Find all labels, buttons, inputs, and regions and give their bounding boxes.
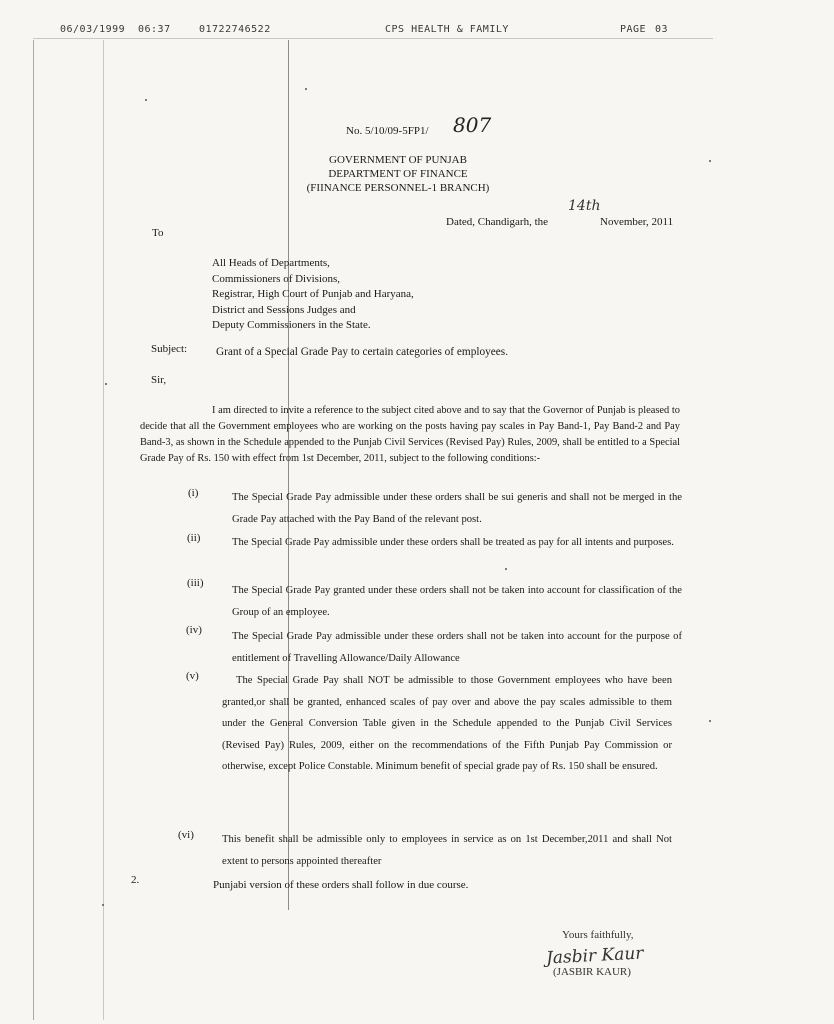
condition-text: This benefit shall be admissible only to employees in service as on 1st December,2011 and shall Not extent to persons appointed thereafter: [222, 834, 672, 867]
scan-speck: [709, 160, 711, 162]
scan-speck: [145, 99, 147, 101]
letter-number-handwritten: 807: [453, 113, 492, 137]
condition-number: (iii): [187, 577, 204, 589]
subject-label: Subject:: [151, 343, 188, 355]
condition-text: The Special Grade Pay granted under these orders shall not be taken into account for classification of the Group of an employee.: [232, 585, 682, 618]
recipient-line: Deputy Commissioners in the State.: [212, 319, 371, 331]
scan-speck: [505, 568, 507, 570]
dated-prefix: Dated, Chandigarh, the: [446, 216, 549, 228]
para2-text: Punjabi version of these orders shall follow in due course.: [213, 879, 469, 891]
recipient-list: [212, 256, 414, 334]
fax-date: 06/03/1999: [60, 24, 126, 35]
condition-number: (iv): [186, 624, 202, 636]
fax-sender: CPS HEALTH & FAMILY: [385, 24, 509, 35]
to-label: To: [152, 227, 164, 239]
scan-speck: [102, 904, 104, 906]
subject-text: Grant of a Special Grade Pay to certain categories of employees.: [216, 346, 509, 358]
condition-text: The Special Grade Pay admissible under these orders shall be sui generis and shall not be merged in the Grade Pay attached with the Pay Band of the relevant post.: [232, 492, 682, 525]
header-government: GOVERNMENT OF PUNJAB: [329, 154, 467, 166]
scan-edge-line: [33, 40, 34, 1020]
header-department: DEPARTMENT OF FINANCE: [328, 168, 468, 180]
scan-speck: [105, 383, 107, 385]
header-branch: (FIINANCE PERSONNEL-1 BRANCH): [306, 182, 490, 194]
fax-phone: 01722746522: [199, 24, 271, 35]
condition-text: The Special Grade Pay admissible under these orders shall be treated as pay for all intents and purposes.: [232, 537, 674, 548]
signatory-name: (JASBIR KAUR): [553, 966, 631, 978]
letter-number: No. 5/10/09-5FP1/: [346, 125, 429, 137]
condition-number: (vi): [178, 829, 194, 841]
fax-time: 06:37: [138, 24, 171, 35]
dated-suffix: November, 2011: [600, 216, 674, 228]
condition-number: (ii): [187, 532, 201, 544]
body-paragraph: I am directed to invite a reference to the subject cited above and to say that the Governor of Punjab is pleased to decide that all the Government employees who are working on the posts having pay scales in Pay Band-1, Pay Band-2 and Pay Band-3, as shown in the Schedule appended to the Punjab Civil Services (Revised Pay) Rules, 2009, shall be entitled to a Special Grade Pay of Rs. 150 with effect from 1st December, 2011, subject to the following conditions:-: [140, 405, 680, 464]
fax-page-label: PAGE: [620, 24, 647, 35]
recipient-line: District and Sessions Judges and: [212, 303, 356, 316]
para2-number: 2.: [131, 874, 140, 886]
condition-number: (v): [186, 670, 199, 682]
recipient-line: Commissioners of Divisions,: [212, 272, 341, 285]
salutation: Sir,: [151, 374, 167, 386]
recipient-line: Registrar, High Court of Punjab and Haryana,: [212, 288, 414, 300]
valediction: Yours faithfully,: [562, 929, 634, 941]
signature: Jasbir Kaur: [545, 943, 644, 969]
condition-text: The Special Grade Pay shall NOT be admissible to those Government employees who have been granted,or shall be granted, enhanced scales of pay over and above the pay scales admissible to them under the General Conversion Table given in the Schedule appended to the Punjab Civil Services (Revised Pay) Rules, 2009, either on the recommendations of the Fifth Punjab Pay Commission or otherwise, except Police Constable. Minimum benefit of special grade pay of Rs. 150 shall be ensured.: [222, 675, 672, 772]
fax-page-number: 03: [655, 24, 669, 35]
recipient-line: All Heads of Departments,: [212, 257, 330, 269]
fax-header-rule: [33, 38, 713, 39]
condition-text: The Special Grade Pay admissible under these orders shall not be taken into account for the purpose of entitlement of Travelling Allowance/Daily Allowance: [232, 631, 682, 664]
scan-speck: [305, 88, 307, 90]
dated-handwritten-day: 14th: [568, 198, 601, 214]
scan-margin-line: [103, 40, 104, 1020]
scan-speck: [709, 720, 711, 722]
condition-number: (i): [188, 487, 199, 499]
